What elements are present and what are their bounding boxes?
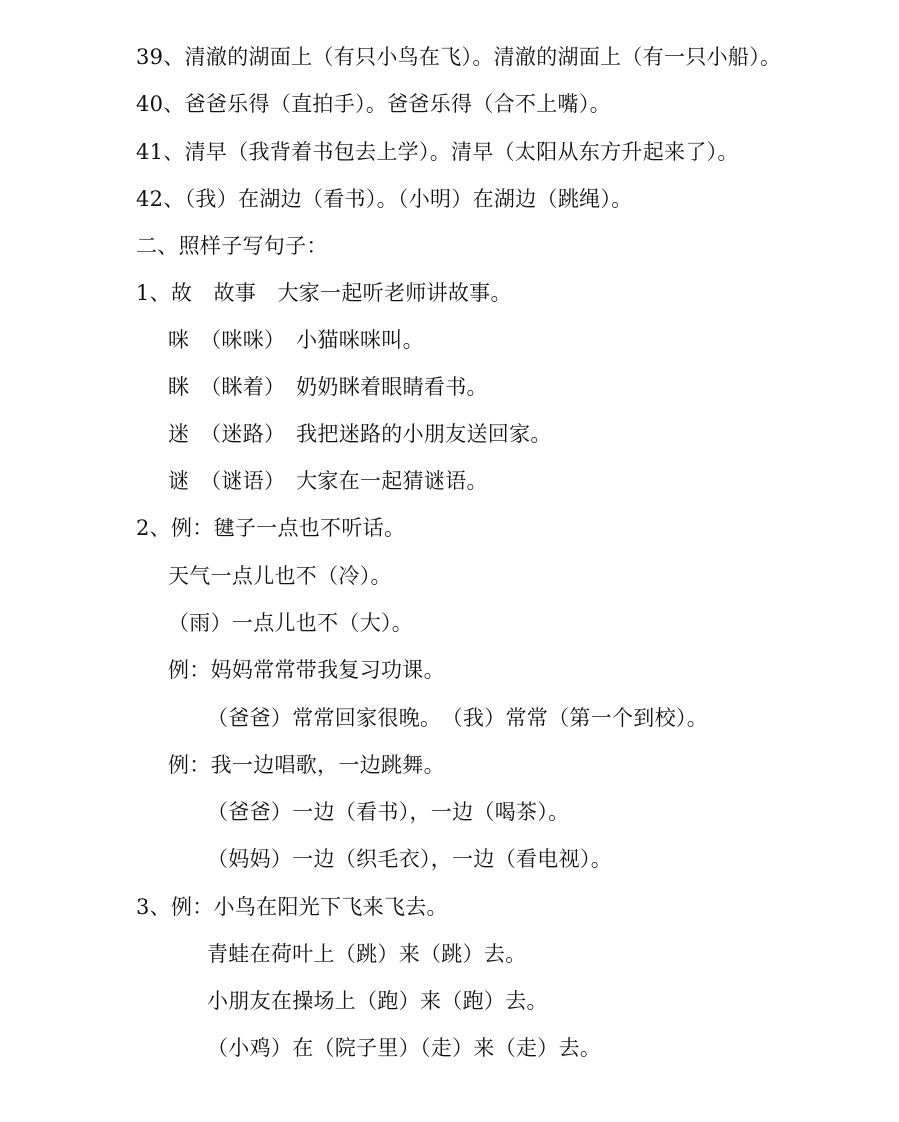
section-heading: 二、照样子写句子： [136, 234, 328, 258]
exercise-2-answer-4: （爸爸）一边（看书），一边（喝茶）。 [207, 800, 570, 824]
exercise-2-answer-2: （雨）一点儿也不（大）。 [168, 611, 414, 635]
exercise-2-answer-1: 天气一点儿也不（冷）。 [168, 564, 392, 588]
exercise-1-line-mi-lost: 迷 （迷路） 我把迷路的小朋友送回家。 [168, 422, 552, 446]
exercise-1-line-mi-riddle: 谜 （谜语） 大家在一起猜谜语。 [168, 469, 488, 493]
answer-line-40: 40、爸爸乐得（直拍手）。爸爸乐得（合不上嘴）。 [136, 92, 611, 116]
exercise-1-line-mi: 咪 （咪咪） 小猫咪咪叫。 [168, 328, 424, 352]
exercise-3-answer-1: 青蛙在荷叶上（跳）来（跳）去。 [207, 942, 527, 966]
exercise-3-answer-3: （小鸡）在（院子里）（走）来（走）去。 [207, 1036, 602, 1060]
exercise-2-answer-5: （妈妈）一边（织毛衣），一边（看电视）。 [207, 847, 612, 871]
exercise-1-example: 1、故 故事 大家一起听老师讲故事。 [136, 281, 512, 305]
exercise-2-answer-3: （爸爸）常常回家很晚。 （我）常常（第一个到校）。 [207, 706, 708, 730]
exercise-2-example: 2、例：毽子一点也不听话。 [136, 516, 406, 540]
answer-line-41: 41、清早（我背着书包去上学）。清早（太阳从东方升起来了）。 [136, 140, 739, 164]
exercise-2-example-2: 例：妈妈常常带我复习功课。 [168, 658, 445, 682]
exercise-1-line-mi-eyes: 眯 （眯着） 奶奶眯着眼睛看书。 [168, 375, 488, 399]
exercise-2-example-3: 例：我一边唱歌，一边跳舞。 [168, 753, 445, 777]
answer-line-39: 39、清澈的湖面上（有只小鸟在飞）。清澈的湖面上（有一只小船）。 [136, 45, 782, 69]
exercise-3-example: 3、例：小鸟在阳光下飞来飞去。 [136, 895, 448, 919]
answer-line-42: 42、（我）在湖边（看书）。（小明）在湖边（跳绳）。 [136, 187, 633, 211]
exercise-3-answer-2: 小朋友在操场上（跑）来（跑）去。 [207, 989, 548, 1013]
